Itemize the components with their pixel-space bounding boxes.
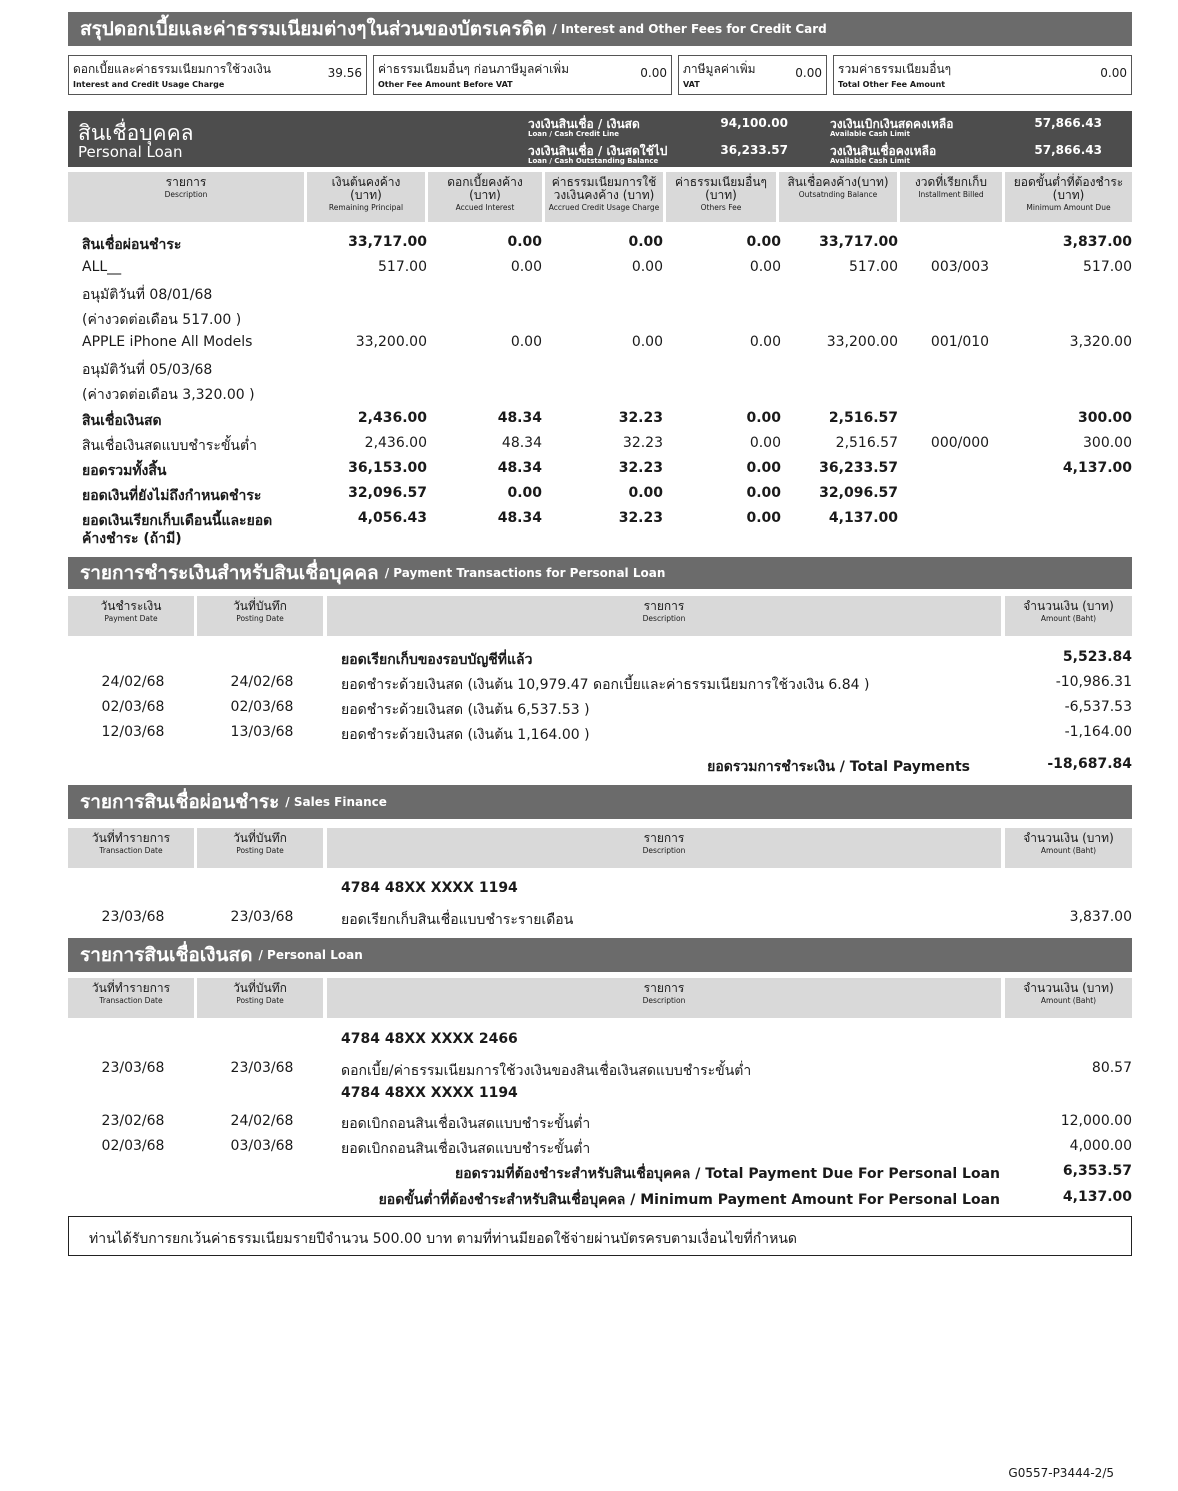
transaction-description: ยอดเบิกถอนสินเชื่อเงินสดแบบชำระขั้นต่ำ (341, 1116, 591, 1132)
column-header-th: รายการ (643, 599, 685, 613)
column-header (1005, 828, 1132, 868)
column-header-th: วันที่บันทึก (233, 831, 287, 845)
table-cell: 48.34 (497, 510, 542, 526)
table-cell: 48.34 (497, 460, 542, 476)
fee-box-sub: VAT (683, 80, 700, 89)
fee-box-sub: Total Other Fee Amount (838, 80, 946, 89)
cash-loan-card-number-2: 4784 48XX XXXX 1194 (341, 1085, 518, 1101)
limit-value: 57,866.43 (1034, 116, 1102, 130)
sales-finance-card-number: 4784 48XX XXXX 1194 (341, 880, 518, 896)
limit-sub: Available Cash Limit (830, 130, 910, 138)
table-cell: 33,200.00 (826, 334, 898, 350)
column-header-th: วันที่ทำรายการ (91, 981, 171, 995)
column-header-en: Payment Date (104, 614, 158, 623)
column-header-en: Accued Interest (455, 203, 515, 212)
fee-box-label: ค่าธรรมเนียมอื่นๆ ก่อนภาษีมูลค่าเพิ่ม (378, 62, 569, 76)
posting-date: 24/02/68 (230, 674, 294, 690)
column-header (1005, 596, 1132, 636)
column-header (68, 978, 194, 1018)
table-cell: 0.00 (746, 234, 781, 250)
table-row-description: สินเชื่อเงินสดแบบชำระขั้นต่ำ (82, 438, 257, 454)
transaction-description: ดอกเบี้ย/ค่าธรรมเนียมการใช้วงเงินของสินเชื่อเงินสดแบบชำระขั้นต่ำ (341, 1063, 752, 1079)
column-header (327, 978, 1001, 1018)
sales-finance-title-en: / Sales Finance (285, 795, 387, 809)
fee-box-value: 0.00 (640, 66, 667, 80)
table-cell: 0.00 (631, 259, 663, 275)
column-header-th: ดอกเบี้ยคงค้าง (บาท) (447, 175, 523, 202)
table-cell: 0.00 (746, 510, 781, 526)
transaction-date: 12/03/68 (101, 724, 165, 740)
minimum-due-label: ยอดขั้นต่ำที่ต้องชำระสำหรับสินเชื่อบุคคล / Minimum Payment Amount For Personal Loan (378, 1192, 1000, 1208)
column-header-en: Description (164, 190, 208, 199)
column-header-th: งวดที่เรียกเก็บ (914, 175, 988, 189)
column-header (327, 828, 1001, 868)
column-header-th: รายการ (643, 831, 685, 845)
column-header (1005, 172, 1132, 222)
table-cell: 48.34 (501, 435, 542, 451)
column-header (327, 596, 1001, 636)
fee-box-interest (68, 55, 367, 95)
fee-box-label: รวมค่าธรรมเนียมอื่นๆ (838, 62, 952, 76)
table-cell: 32.23 (618, 510, 663, 526)
table-row-description: อนุมัติวันที่ 05/03/68 (82, 362, 213, 378)
column-header-th: ค่าธรรมเนียมการใช้ วงเงินคงค้าง (บาท) (551, 175, 657, 202)
posting-date: 24/02/68 (230, 1113, 294, 1129)
column-header-en: Accrued Credit Usage Charge (548, 203, 660, 212)
table-cell: 517.00 (378, 259, 427, 275)
fee-summary-title-th: สรุปดอกเบี้ยและค่าธรรมเนียมต่างๆในส่วนของบัตรเครดิต (80, 18, 547, 40)
table-cell-installment: 000/000 (930, 435, 990, 451)
column-header (900, 172, 1002, 222)
transaction-date: 02/03/68 (101, 1138, 165, 1154)
column-header-en: Outsatnding Balance (798, 190, 878, 199)
table-cell: 0.00 (746, 485, 781, 501)
column-header (307, 172, 425, 222)
cash-loan-header (68, 938, 1132, 972)
table-cell: 48.34 (497, 410, 542, 426)
transaction-amount: 5,523.84 (1062, 649, 1132, 665)
table-cell: 0.00 (749, 435, 781, 451)
sales-finance-title-th: รายการสินเชื่อผ่อนชำระ (80, 791, 280, 813)
column-header-th: รายการ (165, 175, 207, 189)
transaction-description: ยอดชำระด้วยเงินสด (เงินต้น 10,979.47 ดอกเบี้ยและค่าธรรมเนียมการใช้วงเงิน 6.84 ) (341, 677, 870, 693)
total-due-label: ยอดรวมที่ต้องชำระสำหรับสินเชื่อบุคคล / Total Payment Due For Personal Loan (455, 1166, 1000, 1182)
fee-box-vat (678, 55, 827, 95)
table-row-description: (ค่างวดต่อเดือน 3,320.00 ) (82, 387, 255, 403)
column-header-en: Posting Date (236, 846, 284, 855)
table-cell: 4,137.00 (1062, 460, 1132, 476)
sales-finance-header (68, 785, 1132, 819)
limit-value: 57,866.43 (1034, 143, 1102, 157)
table-cell: 0.00 (507, 485, 542, 501)
fee-box-sub: Other Fee Amount Before VAT (378, 80, 513, 89)
personal-loan-title-th: สินเชื่อบุคคล (78, 121, 194, 145)
table-row-description: สินเชื่อผ่อนชำระ (82, 237, 182, 253)
table-cell: 0.00 (746, 410, 781, 426)
limit-sub: Loan / Cash Credit Line (528, 130, 619, 138)
posting-date: 23/03/68 (230, 1060, 294, 1076)
table-cell: 0.00 (631, 334, 663, 350)
personal-loan-title-en: Personal Loan (78, 143, 183, 161)
total-payments-label: ยอดรวมการชำระเงิน / Total Payments (707, 759, 970, 775)
fee-box-value: 0.00 (795, 66, 822, 80)
table-cell: 0.00 (628, 485, 663, 501)
limit-label: วงเงินสินเชื่อคงเหลือ (830, 144, 937, 158)
column-header (197, 828, 323, 868)
table-row-description: ยอดรวมทั้งสิ้น (82, 463, 167, 479)
transaction-amount: 80.57 (1091, 1060, 1132, 1076)
fee-box-value: 0.00 (1100, 66, 1127, 80)
fee-summary-header (68, 12, 1132, 46)
table-cell: 300.00 (1077, 410, 1132, 426)
column-header (197, 978, 323, 1018)
table-cell: 0.00 (746, 460, 781, 476)
fee-box-value: 39.56 (327, 66, 362, 80)
cash-loan-title-en: / Personal Loan (258, 948, 363, 962)
column-header-th: วันที่ทำรายการ (91, 831, 171, 845)
column-header-en: Remaining Principal (328, 203, 404, 212)
posting-date: 02/03/68 (230, 699, 294, 715)
column-header-th: เงินต้นคงค้าง (บาท) (331, 175, 401, 202)
total-payments-value: -18,687.84 (1047, 756, 1132, 772)
column-header-th: สินเชื่อคงค้าง(บาท) (787, 175, 889, 189)
table-cell: 32,096.57 (819, 485, 898, 501)
limit-value: 94,100.00 (720, 116, 788, 130)
table-cell: 3,837.00 (1062, 234, 1132, 250)
limit-label: วงเงินเบิกเงินสดคงเหลือ (830, 117, 954, 131)
column-header (68, 172, 304, 222)
column-header-th: จำนวนเงิน (บาท) (1023, 831, 1114, 845)
limit-label: วงเงินสินเชื่อ / เงินสดใช้ไป (528, 144, 668, 158)
transaction-description: ยอดชำระด้วยเงินสด (เงินต้น 6,537.53 ) (341, 702, 590, 718)
limit-value: 36,233.57 (720, 143, 788, 157)
column-header-th: จำนวนเงิน (บาท) (1023, 599, 1114, 613)
table-cell: 0.00 (628, 234, 663, 250)
table-cell-installment: 003/003 (930, 259, 990, 275)
column-header-th: ค่าธรรมเนียมอื่นๆ (บาท) (675, 175, 767, 202)
transaction-amount: 4,000.00 (1069, 1138, 1132, 1154)
column-header-en: Description (642, 614, 686, 623)
column-header-th: ยอดขั้นต่ำที่ต้องชำระ (บาท) (1013, 175, 1124, 202)
table-cell: 2,436.00 (357, 410, 427, 426)
table-cell: 3,320.00 (1069, 334, 1132, 350)
transaction-date: 02/03/68 (101, 699, 165, 715)
posting-date: 03/03/68 (230, 1138, 294, 1154)
table-cell: 300.00 (1083, 435, 1132, 451)
column-header-en: Posting Date (236, 614, 284, 623)
column-header-th: วันที่บันทึก (233, 981, 287, 995)
limit-sub: Loan / Cash Outstanding Balance (528, 157, 659, 165)
transaction-date: 23/03/68 (101, 1060, 165, 1076)
table-row-description: สินเชื่อเงินสด (82, 413, 162, 429)
column-header-en: Installment Billed (918, 190, 984, 199)
table-cell: 2,516.57 (828, 410, 898, 426)
payments-header (68, 557, 1132, 589)
table-cell: 33,717.00 (819, 234, 898, 250)
table-cell: 0.00 (749, 259, 781, 275)
column-header-en: Amount (Baht) (1040, 846, 1097, 855)
column-header-en: Transaction Date (99, 846, 163, 855)
table-row-description: ยอดเงินที่ยังไม่ถึงกำหนดชำระ (82, 488, 262, 504)
limit-sub: Available Cash Limit (830, 157, 910, 165)
column-header-th: จำนวนเงิน (บาท) (1023, 981, 1114, 995)
fee-waiver-note: ท่านได้รับการยกเว้นค่าธรรมเนียมรายปีจำนวน 500.00 บาท ตามที่ท่านมียอดใช้จ่ายผ่านบัตรครบตามเงื่อนไขที่กำหนด (68, 1216, 1132, 1256)
transaction-date: 23/02/68 (101, 1113, 165, 1129)
transaction-date: 23/03/68 (101, 909, 165, 925)
payments-title-th: รายการชำระเงินสำหรับสินเชื่อบุคคล (80, 562, 379, 584)
table-cell: 32.23 (622, 435, 663, 451)
table-cell: 0.00 (749, 334, 781, 350)
column-header-th: วันชำระเงิน (100, 599, 162, 613)
column-header-th: รายการ (643, 981, 685, 995)
transaction-description: ยอดเรียกเก็บของรอบบัญชีที่แล้ว (341, 652, 533, 668)
table-cell: 2,436.00 (364, 435, 427, 451)
table-cell: 0.00 (507, 234, 542, 250)
table-cell: 32.23 (618, 410, 663, 426)
cash-loan-card-number-1: 4784 48XX XXXX 2466 (341, 1031, 518, 1047)
table-row-description: ยอดเงินเรียกเก็บเดือนนี้และยอด (82, 513, 273, 529)
total-due-value: 6,353.57 (1062, 1163, 1132, 1179)
column-header (779, 172, 897, 222)
table-cell-installment: 001/010 (930, 334, 990, 350)
column-header-en: Minimum Amount Due (1026, 203, 1111, 212)
fee-box-total-other (833, 55, 1132, 95)
fee-summary-title-en: / Interest and Other Fees for Credit Card (552, 22, 827, 36)
column-header (68, 828, 194, 868)
table-cell: 36,233.57 (819, 460, 898, 476)
fee-box-label: ภาษีมูลค่าเพิ่ม (683, 62, 756, 76)
table-cell: 0.00 (510, 259, 542, 275)
column-header (428, 172, 542, 222)
table-cell: 33,717.00 (348, 234, 427, 250)
page-footer-code: G0557-P3444-2/5 (1008, 1466, 1114, 1480)
table-row-description: อนุมัติวันที่ 08/01/68 (82, 287, 213, 303)
table-cell: 517.00 (1083, 259, 1132, 275)
fee-box-sub: Interest and Credit Usage Charge (73, 80, 225, 89)
payments-title-en: / Payment Transactions for Personal Loan (384, 566, 666, 580)
table-cell: 0.00 (510, 334, 542, 350)
table-cell: 32,096.57 (348, 485, 427, 501)
posting-date: 23/03/68 (230, 909, 294, 925)
table-cell: 36,153.00 (348, 460, 427, 476)
transaction-amount: -10,986.31 (1055, 674, 1132, 690)
column-header-en: Amount (Baht) (1040, 996, 1097, 1005)
column-header-en: Description (642, 846, 686, 855)
fee-box-label: ดอกเบี้ยและค่าธรรมเนียมการใช้วงเงิน (73, 62, 271, 76)
column-header (1005, 978, 1132, 1018)
table-cell: 4,137.00 (828, 510, 898, 526)
transaction-amount: 3,837.00 (1069, 909, 1132, 925)
cash-loan-title-th: รายการสินเชื่อเงินสด (80, 944, 253, 966)
transaction-amount: -1,164.00 (1064, 724, 1132, 740)
table-row-description: APPLE iPhone All Models (82, 334, 253, 350)
transaction-description: ยอดเรียกเก็บสินเชื่อแบบชำระรายเดือน (341, 912, 574, 928)
transaction-amount: 12,000.00 (1060, 1113, 1132, 1129)
transaction-amount: -6,537.53 (1064, 699, 1132, 715)
minimum-due-value: 4,137.00 (1062, 1189, 1132, 1205)
table-cell: 4,056.43 (357, 510, 427, 526)
table-row-description-continued: ค้างชำระ (ถ้ามี) (82, 531, 182, 547)
table-cell: 2,516.57 (835, 435, 898, 451)
fee-box-other-before-vat (373, 55, 672, 95)
column-header (197, 596, 323, 636)
table-cell: 33,200.00 (355, 334, 427, 350)
column-header-en: Description (642, 996, 686, 1005)
column-header-en: Amount (Baht) (1040, 614, 1097, 623)
table-row-description: ALL__ (82, 259, 122, 275)
column-header-th: วันที่บันทึก (233, 599, 287, 613)
column-header (545, 172, 663, 222)
table-cell: 517.00 (849, 259, 898, 275)
column-header (68, 596, 194, 636)
transaction-date: 24/02/68 (101, 674, 165, 690)
column-header-en: Others Fee (700, 203, 742, 212)
posting-date: 13/03/68 (230, 724, 294, 740)
table-row-description: (ค่างวดต่อเดือน 517.00 ) (82, 312, 242, 328)
column-header (666, 172, 776, 222)
transaction-description: ยอดเบิกถอนสินเชื่อเงินสดแบบชำระขั้นต่ำ (341, 1141, 591, 1157)
column-header-en: Posting Date (236, 996, 284, 1005)
table-cell: 32.23 (618, 460, 663, 476)
column-header-en: Transaction Date (99, 996, 163, 1005)
transaction-description: ยอดชำระด้วยเงินสด (เงินต้น 1,164.00 ) (341, 727, 590, 743)
personal-loan-header (68, 111, 1132, 167)
limit-label: วงเงินสินเชื่อ / เงินสด (528, 117, 640, 131)
